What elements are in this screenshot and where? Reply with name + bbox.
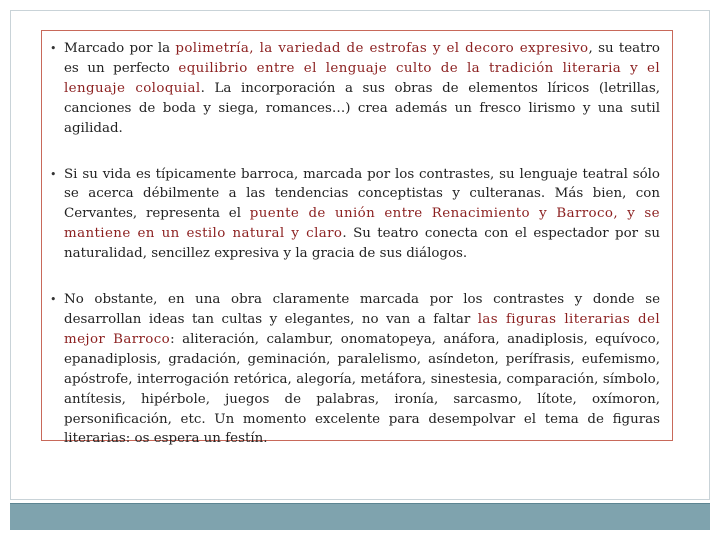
text-segment: : aliteración, calambur, onomatopeya, anáfora, anadiplosis, equívoco, epanadiplosis, gradación, geminación, paralelismo, asíndeton, perífrasis, eufemismo, apóstrofe, interrogación retórica, alegoría, metáfora, sinestesia, comparación, símbolo, antítesis, hipérbole, juegos de palabras, ironía, sarcasmo, lítote, oxímoron, personificación, etc. Un momento excelente para desempolvar el tema de figuras literarias: os espera un festín. — [64, 331, 660, 447]
bullet-text — [64, 41, 660, 136]
text-segment: , su teatro es un perfecto — [64, 41, 660, 76]
text-segment: No obstante, en una obra claramente marcada por los contrastes y donde se desarrollan ideas tan cultas y elegantes, no van a faltar — [64, 292, 660, 327]
bullet-item-2 — [50, 165, 660, 265]
text-segment: Marcado por la — [64, 41, 176, 56]
bullet-text — [64, 167, 660, 262]
highlighted-segment: polimetría, la variedad de estrofas y el decoro expresivo — [175, 41, 589, 56]
bullet-text — [64, 292, 660, 446]
highlighted-segment: equilibrio entre el lenguaje culto de la tradición literaria y el lenguaje coloquial — [64, 60, 660, 96]
bullet-item-1 — [50, 39, 660, 139]
content-box — [41, 30, 673, 447]
bullet-icon: • — [50, 293, 57, 307]
text-segment: . La incorporación a sus obras de elementos líricos (letrillas, canciones de boda y siega, romances…) crea además un fresco lirismo y una sutil agilidad. — [64, 80, 660, 136]
bullet-icon: • — [50, 167, 57, 181]
text-segment: Si su vida es típicamente barroca, marcada por los contrastes, su lenguaje teatral sólo se acerca débilmente a las tendencias conceptistas y culteranas. Más bien, con Cervantes, representa el — [64, 166, 660, 222]
bullet-item-3 — [50, 290, 660, 449]
highlighted-segment: puente de unión entre Renacimiento y Barroco, y se mantiene en un estilo natural y claro — [64, 206, 660, 242]
footer-bar — [10, 503, 710, 530]
bullet-icon: • — [50, 42, 57, 55]
text-segment: . Su teatro conecta con el espectador por su naturalidad, sencillez expresiva y la gracia de sus diálogos. — [64, 226, 660, 262]
highlighted-segment: las figuras literarias del mejor Barroco — [64, 311, 660, 347]
